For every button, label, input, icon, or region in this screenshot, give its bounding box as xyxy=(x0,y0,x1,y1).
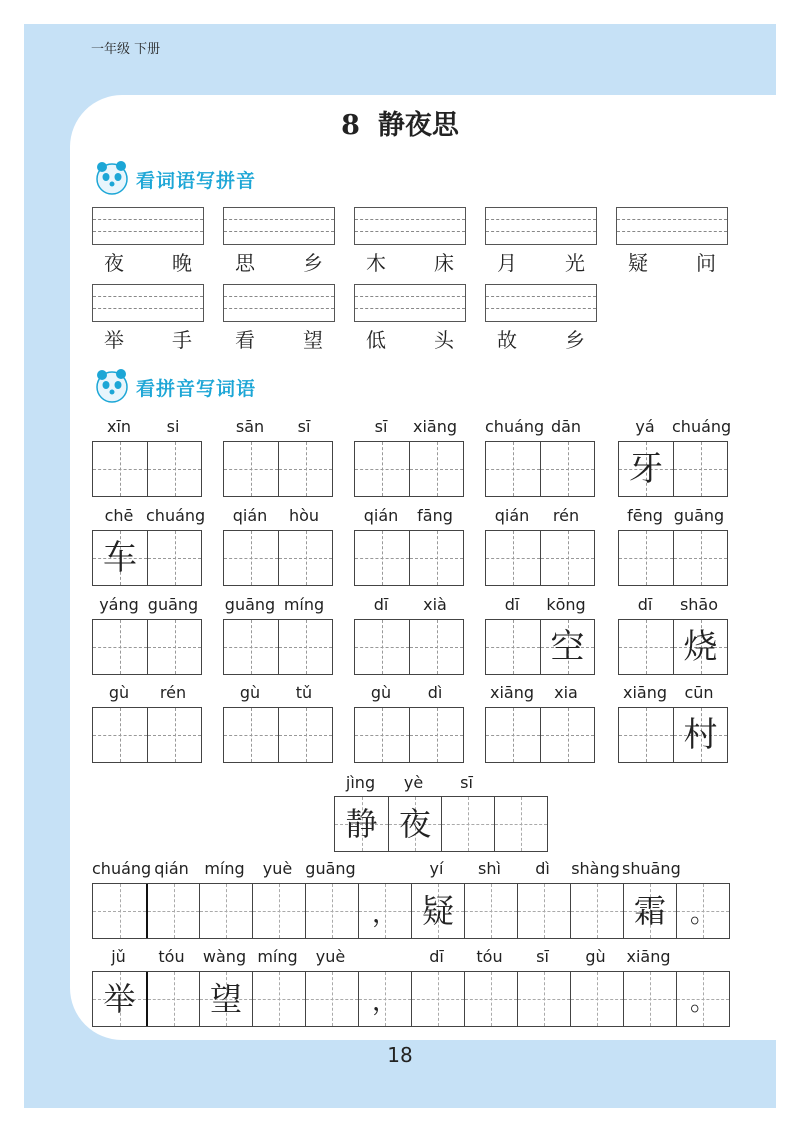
guide-line xyxy=(224,308,334,309)
pinyin-label: sān xyxy=(235,417,265,436)
pinyin-label: yí xyxy=(429,859,444,878)
character-cell[interactable] xyxy=(252,884,305,938)
pinyin-label: chuáng xyxy=(92,859,152,878)
word-char: 晚 xyxy=(172,251,192,275)
pinyin-label: wàng xyxy=(202,947,247,966)
character-cell[interactable] xyxy=(146,972,199,1026)
character-grid xyxy=(92,441,202,497)
character-cell[interactable] xyxy=(570,884,623,938)
word-char: 故 xyxy=(497,328,517,352)
punctuation: ， xyxy=(371,899,398,929)
character-cell[interactable] xyxy=(355,708,409,762)
character-cell[interactable] xyxy=(619,620,673,674)
character-cell[interactable] xyxy=(619,531,673,585)
page-number: 18 xyxy=(387,1043,413,1067)
pinyin-label: míng xyxy=(257,947,298,966)
pinyin-label: qián xyxy=(232,506,268,525)
character-grid xyxy=(618,530,728,586)
punctuation: ， xyxy=(371,987,398,1017)
pinyin-label: xiāng xyxy=(489,683,534,702)
guide-line xyxy=(93,231,203,232)
pinyin-label: chuáng xyxy=(672,417,732,436)
character: 空 xyxy=(550,627,585,667)
pinyin-writing-box[interactable] xyxy=(223,207,335,245)
word-char: 夜 xyxy=(104,251,124,275)
word-char: 乡 xyxy=(565,328,585,352)
character-cell[interactable] xyxy=(409,708,463,762)
punctuation: 。 xyxy=(689,987,716,1017)
character-cell[interactable] xyxy=(199,972,252,1026)
punctuation: 。 xyxy=(689,899,716,929)
section-title-1: 看词语写拼音 xyxy=(136,170,257,192)
punctuation-cell xyxy=(358,972,411,1026)
pinyin-label: dī xyxy=(373,595,389,614)
pinyin-label: cūn xyxy=(684,683,714,702)
character-grid xyxy=(223,441,333,497)
character-cell[interactable] xyxy=(619,442,673,496)
pinyin-label: tóu xyxy=(158,947,185,966)
pinyin-writing-box[interactable] xyxy=(92,284,204,322)
character-cell[interactable] xyxy=(623,884,676,938)
character-cell[interactable] xyxy=(278,442,332,496)
guide-line xyxy=(355,231,465,232)
character: 车 xyxy=(103,538,137,578)
character-cell[interactable] xyxy=(540,531,594,585)
character-cell[interactable] xyxy=(93,884,146,938)
lesson-name: 静夜思 xyxy=(377,110,459,141)
character-cell[interactable] xyxy=(278,620,332,674)
character-cell[interactable] xyxy=(540,620,594,674)
character-cell[interactable] xyxy=(494,797,547,851)
character: 夜 xyxy=(398,805,431,843)
character-cell[interactable] xyxy=(335,797,388,851)
pinyin-label: dì xyxy=(535,859,550,878)
pinyin-label: shì xyxy=(478,859,501,878)
pinyin-label: tǔ xyxy=(295,683,313,702)
character-cell[interactable] xyxy=(199,884,252,938)
pinyin-label: dì xyxy=(427,683,443,702)
character-grid xyxy=(485,441,595,497)
pinyin-label: fāng xyxy=(417,506,453,525)
character-cell[interactable] xyxy=(409,442,463,496)
pinyin-label: si xyxy=(166,417,180,436)
character-cell[interactable] xyxy=(486,531,540,585)
character-cell[interactable] xyxy=(224,531,278,585)
word-char: 床 xyxy=(434,251,454,275)
word xyxy=(92,247,204,276)
pinyin-label: tóu xyxy=(476,947,503,966)
character-cell[interactable] xyxy=(411,884,464,938)
word xyxy=(485,247,597,276)
word xyxy=(616,247,728,276)
character: 望 xyxy=(209,980,242,1018)
character-cell[interactable] xyxy=(388,797,441,851)
pinyin-label: sī xyxy=(374,417,388,436)
character-cell[interactable] xyxy=(224,620,278,674)
poem-line-grid xyxy=(92,883,730,939)
pinyin-label: yuè xyxy=(262,859,293,878)
guide-line xyxy=(486,308,596,309)
pinyin-label: sī xyxy=(297,417,311,436)
character-grid xyxy=(485,530,595,586)
guide-line xyxy=(617,219,727,220)
character-grid xyxy=(618,619,728,675)
lesson-title xyxy=(0,103,800,142)
character-cell[interactable] xyxy=(147,442,201,496)
pinyin-label: qián xyxy=(154,859,189,878)
pinyin-label: xia xyxy=(554,683,578,702)
character-cell[interactable] xyxy=(305,972,358,1026)
panda-icon xyxy=(92,158,132,196)
character-cell[interactable] xyxy=(146,884,199,938)
word-char: 望 xyxy=(303,328,323,352)
punctuation-cell xyxy=(676,972,729,1026)
character: 村 xyxy=(683,715,718,755)
pinyin-label: dī xyxy=(504,595,520,614)
pinyin-label: chuáng xyxy=(146,506,206,525)
character-cell[interactable] xyxy=(619,708,673,762)
character: 烧 xyxy=(683,627,718,667)
character-cell[interactable] xyxy=(93,442,147,496)
pinyin-label: xīn xyxy=(106,417,132,436)
guide-line xyxy=(486,231,596,232)
pinyin-label: qián xyxy=(494,506,530,525)
character: 霜 xyxy=(633,892,666,930)
word-char: 举 xyxy=(104,328,124,352)
guide-line xyxy=(224,219,334,220)
character-grid xyxy=(92,707,202,763)
pinyin-label: dī xyxy=(637,595,653,614)
character-cell[interactable] xyxy=(93,972,146,1026)
word-char: 月 xyxy=(497,251,517,275)
guide-line xyxy=(93,219,203,220)
character-cell[interactable] xyxy=(409,620,463,674)
character-cell[interactable] xyxy=(623,972,676,1026)
pinyin-label: guāng xyxy=(224,595,276,614)
word-char: 头 xyxy=(434,328,454,352)
pinyin-label: shuāng xyxy=(622,859,681,878)
pinyin-label: fēng xyxy=(627,506,663,525)
guide-line xyxy=(93,308,203,309)
character-grid xyxy=(618,707,728,763)
character-cell[interactable] xyxy=(278,708,332,762)
pinyin-label: guāng xyxy=(673,506,725,525)
pinyin-label: kōng xyxy=(546,595,586,614)
poem-line-grid xyxy=(92,971,730,1027)
guide-line xyxy=(93,296,203,297)
word-char: 光 xyxy=(565,251,585,275)
character-grid xyxy=(223,619,333,675)
section-title-2: 看拼音写词语 xyxy=(136,378,257,400)
word-char: 思 xyxy=(235,251,255,275)
character-cell[interactable] xyxy=(540,708,594,762)
word-char: 看 xyxy=(235,328,255,352)
character-grid xyxy=(485,619,595,675)
pinyin-label: xiāng xyxy=(412,417,457,436)
pinyin-label: dān xyxy=(550,417,582,436)
guide-line xyxy=(355,308,465,309)
character-cell[interactable] xyxy=(93,531,147,585)
character-grid xyxy=(354,707,464,763)
guide-line xyxy=(224,231,334,232)
character-cell[interactable] xyxy=(673,620,727,674)
pinyin-label: yè xyxy=(403,773,424,792)
character-cell[interactable] xyxy=(673,531,727,585)
character-cell[interactable] xyxy=(355,531,409,585)
character-cell[interactable] xyxy=(305,884,358,938)
pinyin-label: gù xyxy=(239,683,261,702)
character-cell[interactable] xyxy=(464,972,517,1026)
character-cell[interactable] xyxy=(252,972,305,1026)
character: 静 xyxy=(345,805,378,843)
character-cell[interactable] xyxy=(147,531,201,585)
pinyin-label: yuè xyxy=(315,947,346,966)
character-grid xyxy=(223,530,333,586)
word xyxy=(485,324,597,353)
guide-line xyxy=(617,231,727,232)
word xyxy=(354,247,466,276)
word xyxy=(354,324,466,353)
guide-line xyxy=(486,296,596,297)
character-cell[interactable] xyxy=(93,620,147,674)
pinyin-writing-box[interactable] xyxy=(354,207,466,245)
pinyin-writing-box[interactable] xyxy=(223,284,335,322)
pinyin-label: rén xyxy=(552,506,580,525)
character-cell[interactable] xyxy=(540,442,594,496)
pinyin-label: chuáng xyxy=(485,417,545,436)
character-grid xyxy=(485,707,595,763)
character-grid xyxy=(618,441,728,497)
character-cell[interactable] xyxy=(93,708,147,762)
guide-line xyxy=(486,219,596,220)
character-grid xyxy=(354,530,464,586)
character-cell[interactable] xyxy=(570,972,623,1026)
character: 举 xyxy=(103,980,136,1018)
pinyin-writing-box[interactable] xyxy=(616,207,728,245)
word-char: 疑 xyxy=(628,251,648,275)
pinyin-writing-box[interactable] xyxy=(92,207,204,245)
pinyin-label: hòu xyxy=(288,506,320,525)
character-cell[interactable] xyxy=(464,884,517,938)
pinyin-label: guāng xyxy=(305,859,356,878)
grade-label: 一年级 下册 xyxy=(91,42,161,57)
character-grid xyxy=(92,619,202,675)
pinyin-writing-box[interactable] xyxy=(354,284,466,322)
pinyin-label: rén xyxy=(159,683,187,702)
character-cell[interactable] xyxy=(355,620,409,674)
pinyin-label: guāng xyxy=(147,595,199,614)
character-cell[interactable] xyxy=(409,531,463,585)
character-cell[interactable] xyxy=(673,442,727,496)
character-grid xyxy=(92,530,202,586)
panda-icon xyxy=(92,366,132,404)
character-cell[interactable] xyxy=(278,531,332,585)
pinyin-label: shāo xyxy=(679,595,719,614)
character-grid xyxy=(354,619,464,675)
word xyxy=(92,324,204,353)
pinyin-label: jìng xyxy=(345,773,376,792)
guide-line xyxy=(355,296,465,297)
guide-line xyxy=(224,296,334,297)
character-cell[interactable] xyxy=(147,708,201,762)
pinyin-writing-box[interactable] xyxy=(485,284,597,322)
character-cell[interactable] xyxy=(441,797,494,851)
word-char: 手 xyxy=(172,328,192,352)
word-char: 乡 xyxy=(303,251,323,275)
pinyin-label: gù xyxy=(370,683,392,702)
character: 疑 xyxy=(421,892,454,930)
pinyin-label: qián xyxy=(363,506,399,525)
pinyin-label: xiāng xyxy=(626,947,671,966)
pinyin-label: shàng xyxy=(571,859,620,878)
character-cell[interactable] xyxy=(224,708,278,762)
word-char: 问 xyxy=(696,251,716,275)
pinyin-label: gù xyxy=(108,683,130,702)
character-cell[interactable] xyxy=(517,972,570,1026)
word xyxy=(223,247,335,276)
punctuation-cell xyxy=(676,884,729,938)
character-grid xyxy=(223,707,333,763)
character-cell[interactable] xyxy=(486,708,540,762)
poem-title-grid xyxy=(334,796,548,852)
character-cell[interactable] xyxy=(147,620,201,674)
pinyin-label: míng xyxy=(204,859,245,878)
character-cell[interactable] xyxy=(486,620,540,674)
pinyin-label: míng xyxy=(283,595,325,614)
pinyin-label: jǔ xyxy=(111,947,126,966)
pinyin-label: yáng xyxy=(99,595,139,614)
character: 牙 xyxy=(629,449,663,489)
pinyin-label: yá xyxy=(635,417,655,436)
character-cell[interactable] xyxy=(517,884,570,938)
character-cell[interactable] xyxy=(355,442,409,496)
pinyin-label: chē xyxy=(104,506,134,525)
word xyxy=(223,324,335,353)
lesson-number: 8 xyxy=(341,110,360,141)
pinyin-label: xià xyxy=(423,595,447,614)
character-cell[interactable] xyxy=(224,442,278,496)
pinyin-label: dī xyxy=(429,947,444,966)
pinyin-label: gù xyxy=(585,947,606,966)
guide-line xyxy=(355,219,465,220)
pinyin-label: xiāng xyxy=(622,683,667,702)
word-char: 低 xyxy=(366,328,386,352)
pinyin-label: sī xyxy=(460,773,473,792)
character-cell[interactable] xyxy=(673,708,727,762)
character-grid xyxy=(354,441,464,497)
pinyin-writing-box[interactable] xyxy=(485,207,597,245)
character-cell[interactable] xyxy=(411,972,464,1026)
word-char: 木 xyxy=(366,251,386,275)
punctuation-cell xyxy=(358,884,411,938)
pinyin-label: sī xyxy=(536,947,549,966)
character-cell[interactable] xyxy=(486,442,540,496)
